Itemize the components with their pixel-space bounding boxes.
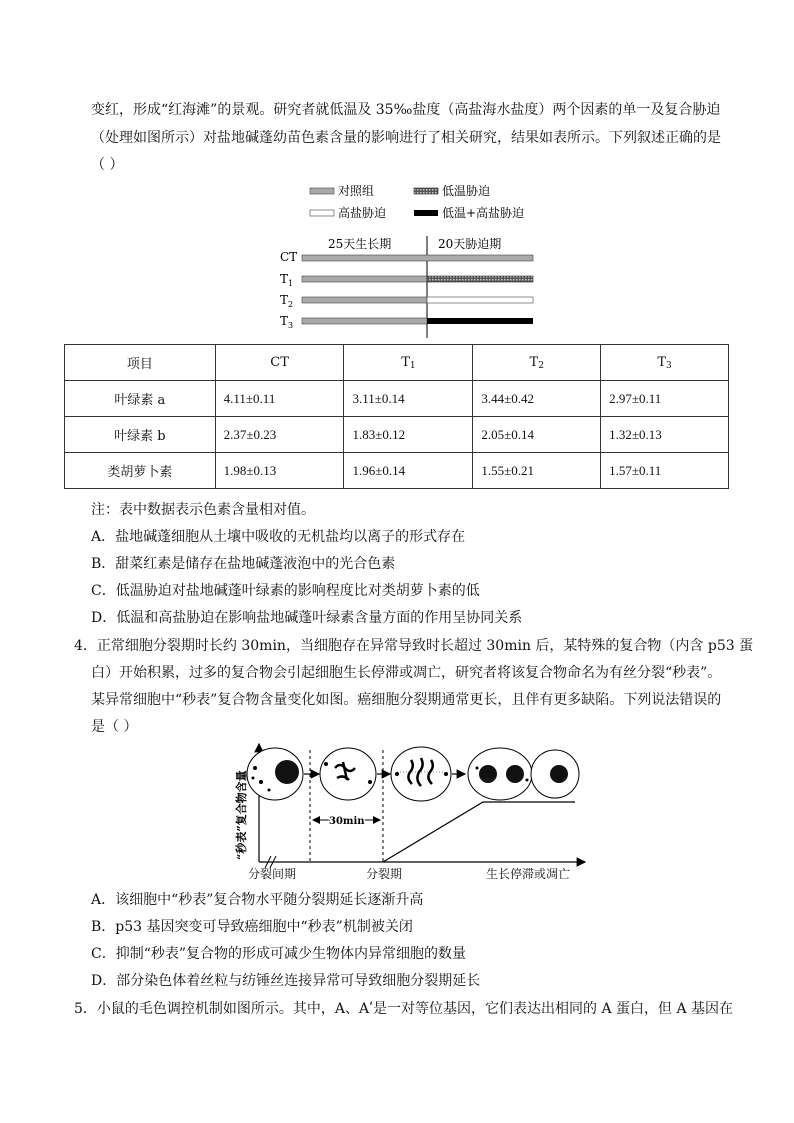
row-label: 叶绿素 a — [65, 381, 216, 417]
q3-option-d: D．低温和高盐胁迫在影响盐地碱蓬叶绿素含量方面的作用呈协同关系 — [91, 610, 523, 626]
q4-option-b: B．p53 基因突变可导致癌细胞中“秒表”机制被关闭 — [91, 919, 413, 935]
legend-swatch-cold-salt — [414, 210, 438, 216]
period-growth-label: 25天生长期 — [328, 237, 392, 251]
complex-level-line — [383, 802, 575, 862]
table-row — [65, 453, 729, 489]
q3-option-b: B．甜菜红素是储存在盐地碱蓬液泡中的光合色素 — [91, 556, 396, 572]
cell-value: 1.55±0.21 — [473, 453, 601, 489]
q5-text-line-1: 5．小鼠的毛色调控机制如图所示。其中，A、Aʹ是一对等位基因，它们表达出相同的 A 蛋白，但 A 基因在 — [74, 1001, 734, 1017]
q4-text-line-4: 是（ ） — [91, 719, 138, 735]
legend-swatch-cold — [414, 188, 438, 194]
cell-value: 1.83±0.12 — [344, 417, 473, 453]
header-t2: $T_2$ — [473, 345, 601, 381]
cell-interphase — [247, 748, 303, 800]
q4-text-line-3: 某异常细胞中“秒表”复合物含量变化如图。癌细胞分裂期通常更长，且伴有更多缺陷。下列说法错误的 — [91, 692, 722, 708]
bar-t2-stress — [427, 297, 533, 303]
header-t3: $T_3$ — [601, 345, 729, 381]
q3-text-line-1: 变红，形成“红海滩”的景观。研究者就低温及 35‰盐度（高盐海水盐度）两个因素的单一及复合胁迫 — [91, 102, 721, 118]
cell-value: 1.96±0.14 — [344, 453, 473, 489]
cell-value: 3.11±0.14 — [344, 381, 473, 417]
cell-prophase — [320, 748, 376, 800]
q4-text-line-2: 白）开始积累，过多的复合物会引起细胞生长停滞或凋亡，研究者将该复合物命名为有丝分裂“秒表”。 — [91, 665, 722, 681]
pigment-table — [64, 344, 729, 489]
treatment-schematic — [270, 180, 560, 340]
header-t1: $T_1$ — [344, 345, 473, 381]
q3-option-c: C．低温胁迫对盐地碱蓬叶绿素的影响程度比对类胡萝卜素的低 — [91, 583, 480, 599]
q3-option-a: A．盐地碱蓬细胞从土壤中吸收的无机盐均以离子的形式存在 — [91, 529, 466, 545]
q4-option-a: A．该细胞中“秒表”复合物水平随分裂期延长逐渐升高 — [91, 892, 424, 908]
q3-text-line-2: （处理如图所示）对盐地碱蓬幼苗色素含量的影响进行了相关研究，结果如表所示。下列叙述正确的是 — [91, 130, 721, 146]
q4-option-d: D．部分染色体着丝粒与纺锤丝连接异常可导致细胞分裂期延长 — [91, 973, 481, 989]
table-header-row — [65, 345, 729, 381]
bar-t3-growth — [302, 318, 427, 324]
x-label-arrest: 生长停滞或凋亡 — [486, 867, 571, 881]
row-label-t2: $T_2$ — [280, 293, 294, 309]
x-label-mitosis: 分裂期 — [366, 867, 403, 881]
stopwatch-figure — [225, 742, 590, 882]
q3-text-line-3: （ ） — [91, 157, 124, 173]
legend-swatch-control — [310, 188, 334, 194]
x-label-interphase: 分裂间期 — [248, 867, 297, 881]
bar-ct — [302, 255, 533, 261]
table-row — [65, 417, 729, 453]
interval-label: 30min — [329, 816, 365, 827]
header-ct: CT — [215, 345, 344, 381]
cell-metaphase — [391, 747, 451, 801]
cell-value: 2.05±0.14 — [473, 417, 601, 453]
q3-table-note: 注：表中数据表示色素含量相对值。 — [91, 502, 315, 518]
legend-salt-label: 高盐胁迫 — [338, 206, 387, 220]
q4-text-line-1: 4．正常细胞分裂期时长约 30min，当细胞存在异常导致时长超过 30min 后，某特殊的复合物（内含 p53 蛋 — [74, 638, 754, 654]
y-axis-label: “秒表”复合物含量 — [235, 770, 248, 860]
row-label: 类胡萝卜素 — [65, 453, 216, 489]
period-stress-label: 20天胁迫期 — [438, 237, 502, 251]
cell-value: 2.97±0.11 — [601, 381, 729, 417]
legend-cold-label: 低温胁迫 — [442, 184, 491, 198]
cell-value: 4.11±0.11 — [215, 381, 344, 417]
cell-value: 2.37±0.23 — [215, 417, 344, 453]
row-label-t3: $T_3$ — [280, 314, 294, 330]
cell-value: 1.57±0.11 — [601, 453, 729, 489]
legend-cold-salt-label: 低温+高盐胁迫 — [442, 206, 525, 220]
cell-value: 1.32±0.13 — [601, 417, 729, 453]
legend-swatch-salt — [310, 210, 334, 216]
row-label-t1: $T_1$ — [280, 272, 294, 288]
row-label-ct: CT — [280, 250, 298, 264]
bar-t2-growth — [302, 297, 427, 303]
legend-control-label: 对照组 — [338, 184, 375, 198]
cell-value: 3.44±0.42 — [473, 381, 601, 417]
bar-t3-stress — [427, 318, 533, 324]
bar-t1-growth — [302, 276, 427, 282]
row-label: 叶绿素 b — [65, 417, 216, 453]
q4-option-c: C．抑制“秒表”复合物的形成可减少生物体内异常细胞的数量 — [91, 946, 467, 962]
table-row — [65, 381, 729, 417]
cell-daughter-cells — [468, 748, 579, 800]
header-item: 项目 — [65, 345, 216, 381]
bar-t1-stress — [427, 276, 533, 282]
cell-value: 1.98±0.13 — [215, 453, 344, 489]
